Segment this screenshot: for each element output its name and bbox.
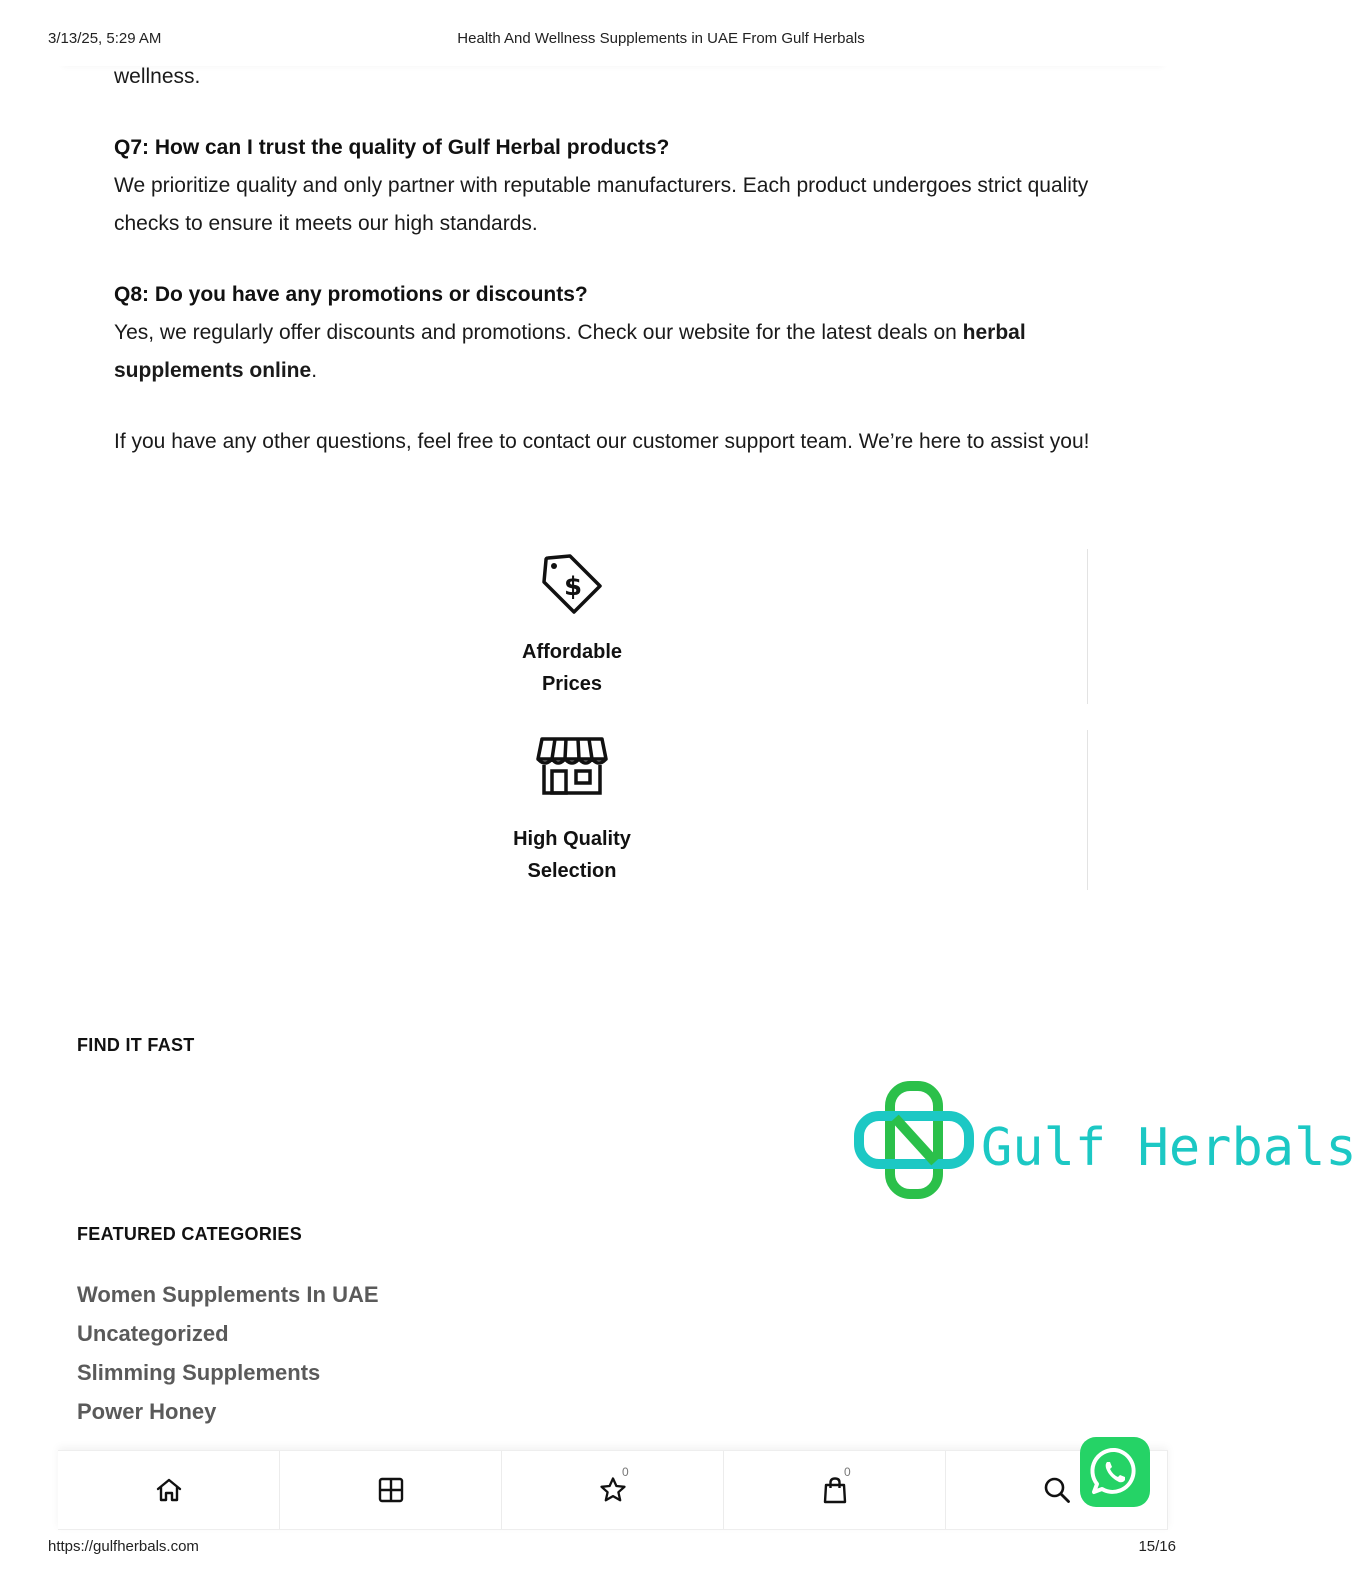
search-icon (1043, 1476, 1071, 1504)
featured-categories-heading: FEATURED CATEGORIES (77, 1224, 303, 1244)
faq-fragment: wellness. (114, 65, 201, 88)
feature-divider (1087, 549, 1088, 704)
feature-label-line2: Prices (541, 673, 603, 695)
home-icon (155, 1477, 183, 1503)
faq-answer-8-suffix: . (311, 359, 318, 382)
feature-label-line1: High Quality (513, 828, 631, 850)
faq-question-8: Q8: Do you have any promotions or discounts? (114, 283, 588, 306)
nav-categories-button[interactable] (280, 1451, 502, 1529)
find-it-fast-heading: FIND IT FAST (77, 1035, 195, 1055)
star-icon (599, 1476, 627, 1504)
category-link-slimming-supplements[interactable]: Slimming Supplements (77, 1360, 321, 1385)
whatsapp-chat-button[interactable] (1080, 1437, 1150, 1507)
print-url: https://gulfherbals.com (48, 1538, 199, 1555)
faq-closing: If you have any other questions, feel free to contact our customer support team. We’re here to assist you! (114, 430, 1090, 453)
gulf-herbals-logo[interactable] (855, 1080, 1357, 1205)
feature-high-quality-selection (472, 735, 672, 887)
print-header (48, 30, 1164, 50)
faq-content (114, 58, 1094, 461)
feature-label-line2: Selection (527, 860, 617, 882)
print-date: 3/13/25, 5:29 AM (48, 30, 162, 47)
shopping-bag-icon (822, 1476, 848, 1504)
faq-answer-8-text: Yes, we regularly offer discounts and promotions. Check our website for the latest deals on (114, 321, 963, 344)
faq-answer-8 (114, 314, 1094, 390)
nav-home-button[interactable] (58, 1451, 280, 1529)
cart-count-badge: 0 (844, 1465, 851, 1479)
bottom-nav (58, 1450, 1168, 1530)
category-link-power-honey[interactable]: Power Honey (77, 1399, 217, 1424)
print-page-title: Health And Wellness Supplements in UAE From Gulf Herbals (457, 30, 865, 47)
nav-wishlist-button[interactable] (502, 1451, 724, 1529)
svg-text:$: $ (563, 572, 583, 602)
feature-affordable-prices (472, 552, 672, 700)
price-tag-icon (540, 552, 604, 616)
wishlist-count-badge: 0 (622, 1465, 629, 1479)
logo-cross-icon (855, 1080, 975, 1200)
whatsapp-icon (1088, 1445, 1142, 1499)
faq-answer-7: We prioritize quality and only partner with reputable manufacturers. Each product undergoes strict quality checks to ensure it meets our high standards. (114, 174, 1089, 235)
print-page-number: 15/16 (1138, 1538, 1176, 1555)
store-icon (536, 735, 608, 797)
herbal-supplements-link[interactable]: herbal supplements online (114, 321, 1026, 382)
category-link-women-supplements[interactable]: Women Supplements In UAE (77, 1282, 379, 1307)
category-link-uncategorized[interactable]: Uncategorized (77, 1321, 229, 1346)
feature-divider (1087, 730, 1088, 890)
faq-question-7: Q7: How can I trust the quality of Gulf Herbal products? (114, 136, 670, 159)
logo-text: Gulf Herbals (981, 1118, 1357, 1178)
feature-label-line1: Affordable (522, 641, 622, 663)
category-list (77, 1275, 379, 1431)
grid-icon (378, 1477, 404, 1503)
nav-cart-button[interactable] (724, 1451, 946, 1529)
